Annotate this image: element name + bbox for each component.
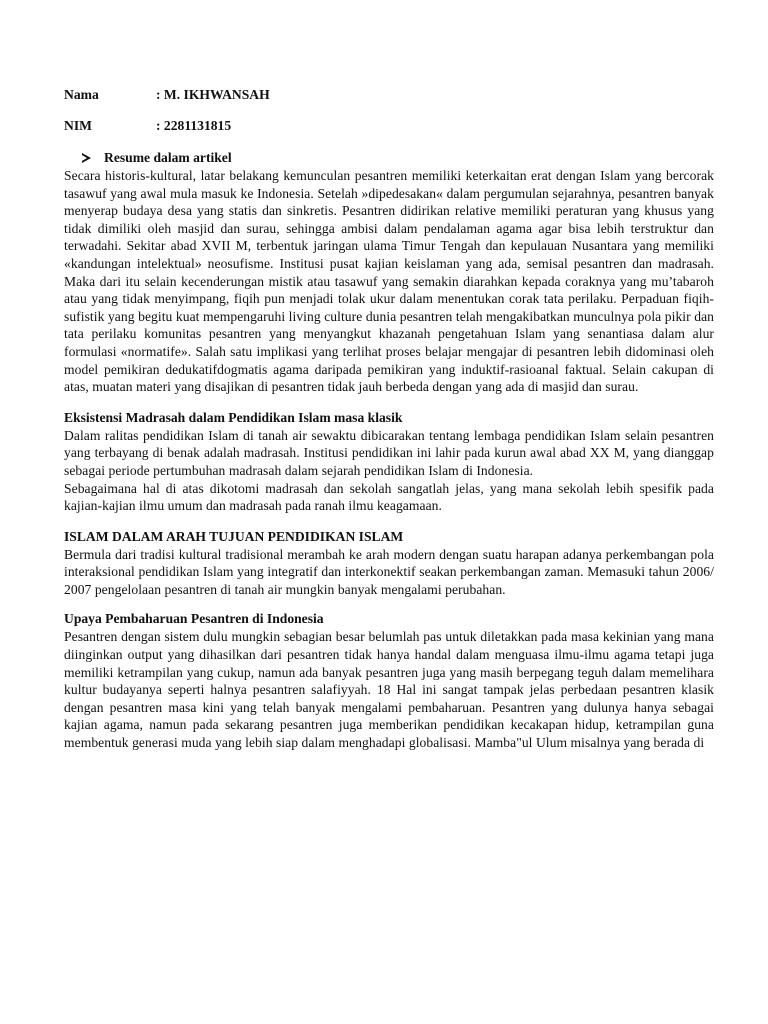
nim-value: : 2281131815 — [156, 118, 232, 133]
nama-value: : M. IKHWANSAH — [156, 87, 270, 102]
document-page — [64, 86, 714, 752]
arah-heading: ISLAM DALAM ARAH TUJUAN PENDIDIKAN ISLAM — [64, 528, 404, 544]
nim-row — [64, 117, 714, 135]
arah-paragraph: Bermula dari tradisi kultural tradisional merambah ke arah modern dengan suatu harapan adanya perkembangan pola interaksional pendidikan Islam yang integratif dan interkonektif seakan perkembangan zaman. Memasuki tahun 2006/ 2007 pengelolaan pesantren di tanah air mungkin banyak mengalami perubahan. — [64, 546, 714, 597]
nama-label: Nama — [64, 87, 99, 102]
intro-paragraph: Secara historis-kultural, latar belakang kemunculan pesantren memiliki keterkaitan erat dengan Islam yang bercorak tasawuf yang awal mula masuk ke Indonesia. Setelah »dipedesakan« dalam pergumulan sejarahnya, pesantren banyak menyerap budaya desa yang statis dan sinkretis. Pesantren didirikan relative memiliki peraturan yang khusus yang tidak dimiliki oleh masjid dan surau, sehingga ambisi dalam pendalaman agama agar bisa lebih terstruktur dan terwadahi. Sekitar abad XVII M, terbentuk jaringan ulama Timur Tengah dan kepulauan Nusantara yang memiliki «kandungan intelektual» neosufisme. Institusi pusat kajian keislaman yang ada, semisal pesantren dan madrasah. Maka dari itu selain kecenderungan mistik atau tasawuf yang semakin diarahkan kepada coraknya yang mu’tabaroh atau yang tidak menyimpang, fiqih pun menjadi tolak ukur dalam menentukan corak tata perilaku. Perpaduan fiqih-sufistik yang begitu kuat mempengaruhi living culture dunia pesantren telah mengakibatkan munculnya pola pikir dan tata perilaku komunitas pesantren yang menyangkut khazanah pengetahuan Islam yang senantiasa dalam alur formulasi «normatife». Salah satu implikasi yang terlihat proses belajar mengajar di pesantren lebih didominasi oleh model pemikiran dedukatifdogmatis agama daripada pemikiran yang induktif-rasioanal faktual. Selain cakupan di atas, muatan materi yang disajikan di pesantren tidak jauh berbeda dengan yang ada di masjid dan surau. — [64, 168, 714, 395]
nim-label: NIM — [64, 118, 92, 133]
upaya-heading: Upaya Pembaharuan Pesantren di Indonesia — [64, 611, 324, 627]
resume-heading-row — [82, 149, 714, 167]
madrasah-heading: Eksistensi Madrasah dalam Pendidikan Islam masa klasik — [64, 409, 403, 425]
nama-row — [64, 86, 714, 104]
upaya-paragraph: Pesantren dengan sistem dulu mungkin sebagian besar belumlah pas untuk diletakkan pada masa kekinian yang mana diinginkan output yang dihasilkan dari pesantren tidak hanya handal dalam menguasa ilmu-ilmu agama tetapi juga memiliki ketrampilan yang cukup, namun ada banyak pesantren juga yang masih berpegang teguh dalam memelihara kultur budayanya seperti halnya pesantren salafiyyah. 18 Hal ini sangat tampak jelas perbedaan pesantren klasik dengan pesantren masa kini yang telah banyak mengalami pembaharuan. Pesantren yang dulunya hanya sebagai kajian agama, namun pada sekarang pesantren juga memberikan pendidikan kecakapan hidup, ketrampilan guna membentuk generasi muda yang lebih siap dalam menghadapi globalisasi. Mamba"ul Ulum misalnya yang berada di — [64, 629, 714, 751]
madrasah-paragraph-1: Dalam ralitas pendidikan Islam di tanah air sewaktu dibicarakan tentang lembaga pendidikan Islam selain pesantren yang terbayang di benak adalah madrasah. Institusi pendidikan ini lahir pada kurun awal abad XX M, yang dianggap sebagai periode pertumbuhan madrasah dalam sejarah pendidikan Islam di Indonesia. — [64, 427, 714, 478]
arrow-bullet-icon — [82, 152, 92, 164]
resume-heading: Resume dalam artikel — [104, 150, 232, 165]
madrasah-paragraph-2: Sebagaimana hal di atas dikotomi madrasah dan sekolah sangatlah jelas, yang mana sekolah lebih spesifik pada kajian-kajian ilmu umum dan madrasah pada ranah ilmu keagamaan. — [64, 480, 714, 514]
